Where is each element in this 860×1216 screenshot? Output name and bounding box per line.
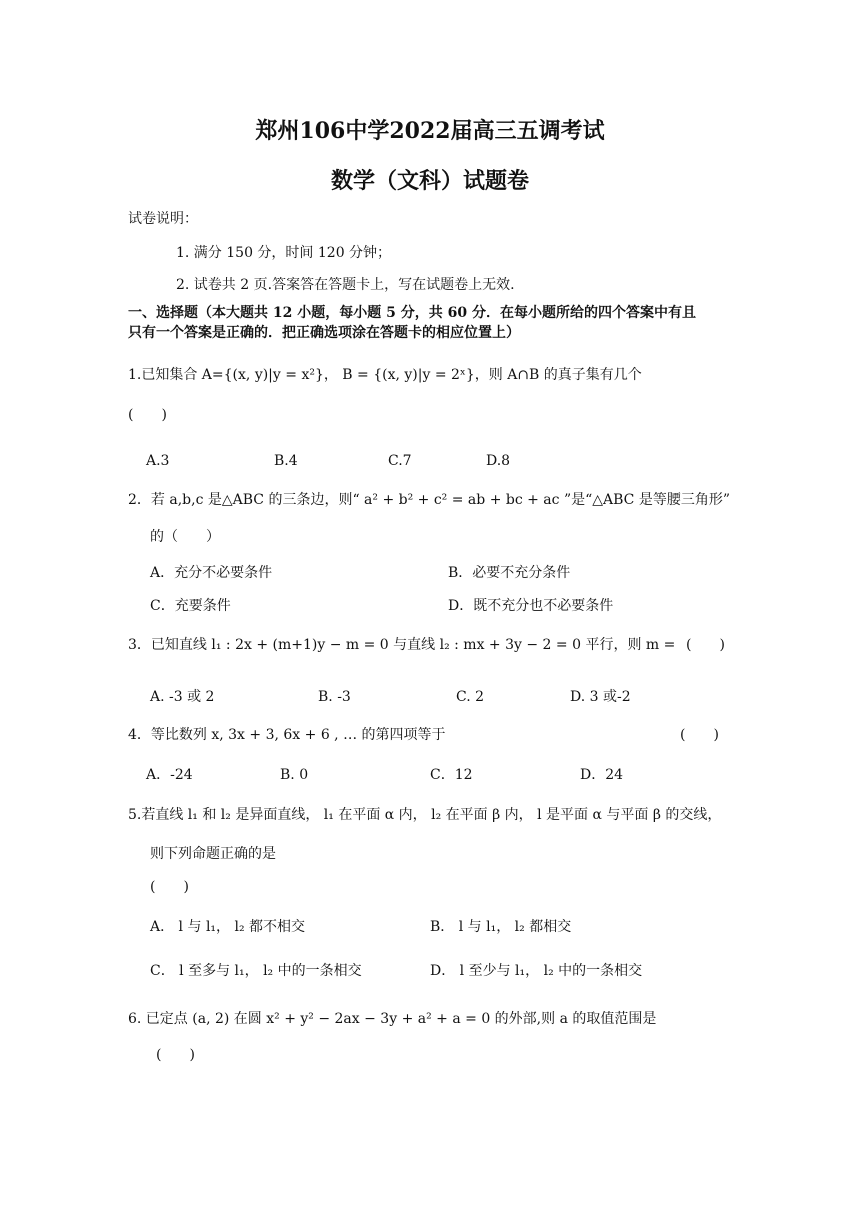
question-4-paren: ( ): [680, 727, 719, 743]
question-4-option-b: B. 0: [280, 767, 309, 783]
question-4-option-c: C．12: [430, 767, 473, 783]
question-5-option-c: C． l 至多与 l₁， l₂ 中的一条相交: [150, 963, 362, 979]
question-2-option-b: B．必要不充分条件: [448, 565, 571, 581]
instruction-item: 2. 试卷共 2 页.答案答在答题卡上，写在试题卷上无效.: [176, 277, 515, 293]
question-6-text: 6. 已定点 (a, 2) 在圆 x² + y² − 2ax − 3y + a² + a = 0 的外部,则 a 的取值范围是: [128, 1011, 657, 1027]
instruction-item: 1. 满分 150 分，时间 120 分钟；: [176, 245, 392, 261]
question-6-paren: ( ): [156, 1047, 195, 1063]
question-2-option-a: A．充分不必要条件: [150, 565, 273, 581]
question-4-option-d: D．24: [580, 767, 624, 783]
question-4-option-a: A．-24: [146, 767, 193, 783]
question-3-option-a: A. -3 或 2: [150, 689, 215, 705]
question-2-option-d: D．既不充分也不必要条件: [448, 598, 614, 614]
question-5-text: 5.若直线 l₁ 和 l₂ 是异面直线， l₁ 在平面 α 内， l₂ 在平面 β 内， l 是平面 α 与平面 β 的交线，: [128, 807, 722, 823]
question-5-text-cont: 则下列命题正确的是: [150, 846, 276, 862]
question-1-option-c: C.7: [388, 453, 412, 469]
instructions-heading: 试卷说明：: [128, 211, 198, 227]
question-5-option-d: D． l 至少与 l₁， l₂ 中的一条相交: [430, 963, 643, 979]
question-3-option-d: D. 3 或-2: [570, 689, 631, 705]
question-4-text: 4．等比数列 x, 3x + 3, 6x + 6 , … 的第四项等于: [128, 727, 446, 743]
question-5-paren: ( ): [150, 879, 189, 895]
question-3-text: 3．已知直线 l₁ : 2x + (m+1)y − m = 0 与直线 l₂ : mx + 3y − 2 = 0 平行，则 m =: [128, 637, 676, 653]
question-2-text-cont: 的（ ）: [150, 529, 220, 545]
question-3-option-b: B. -3: [318, 689, 351, 705]
question-5-option-b: B． l 与 l₁， l₂ 都相交: [430, 919, 572, 935]
question-1-paren: ( ): [128, 407, 167, 423]
question-3-paren: ( ): [686, 637, 725, 653]
question-1-option-a: A.3: [146, 453, 170, 469]
exam-title: 郑州106中学2022届高三五调考试: [255, 118, 605, 144]
question-1-option-d: D.8: [486, 453, 511, 469]
section-heading-line1: 一、选择题（本大题共 12 小题，每小题 5 分，共 60 分．在每小题所给的四个答案中有且: [128, 305, 696, 321]
section-heading-line2: 只有一个答案是正确的．把正确选项涂在答题卡的相应位置上）: [128, 325, 520, 341]
exam-subtitle: 数学（文科）试题卷: [330, 168, 529, 194]
question-1-option-b: B.4: [274, 453, 298, 469]
question-5-option-a: A． l 与 l₁， l₂ 都不相交: [150, 919, 306, 935]
question-1-text: 1.已知集合 A={(x, y)|y = x²}， B = {(x, y)|y = 2ˣ}，则 A∩B 的真子集有几个: [128, 367, 642, 383]
question-2-option-c: C．充要条件: [150, 598, 231, 614]
question-3-option-c: C. 2: [456, 689, 485, 705]
question-2-text: 2．若 a,b,c 是△ABC 的三条边，则“ a² + b² + c² = ab + bc + ac ”是“△ABC 是等腰三角形”: [128, 492, 730, 508]
